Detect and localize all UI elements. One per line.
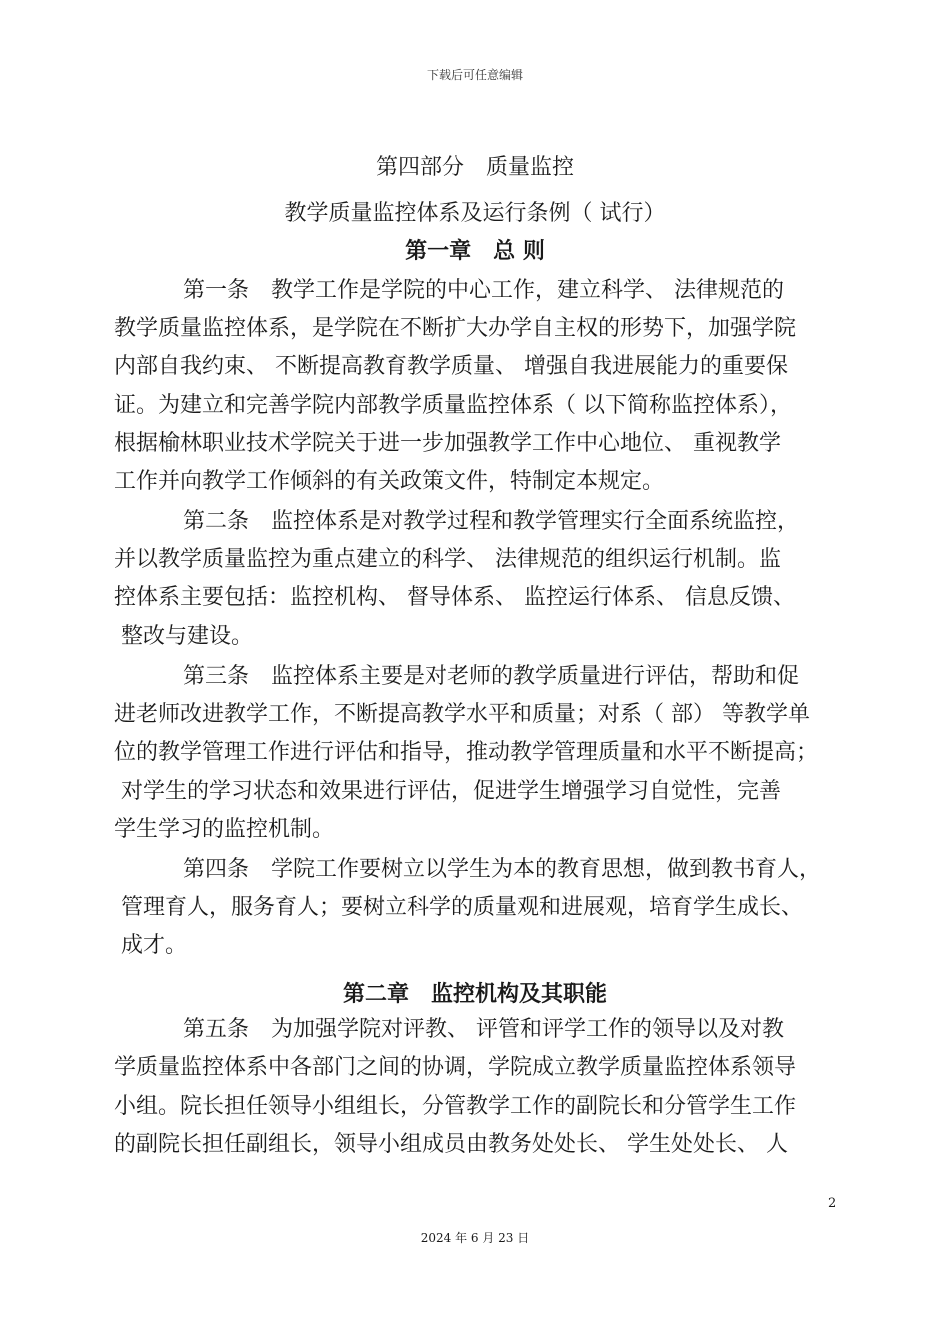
- paragraph-line: 第五条 为加强学院对评教、 评管和评学工作的领导以及对教: [183, 1017, 784, 1042]
- chapter-2-heading: 第二章 监控机构及其职能: [342, 982, 607, 1007]
- paragraph-line: 小组。院长担任领导小组组长，分管教学工作的副院长和分管学生工作: [114, 1094, 797, 1119]
- paragraph-line: 的副院长担任副组长，领导小组成员由教务处处长、 学生处处长、 人: [114, 1132, 788, 1157]
- paragraph-line: 内部自我约束、 不断提高教育教学质量、 增强自我进展能力的重要保: [114, 354, 788, 379]
- paragraph-line: 教学质量监控体系，是学院在不断扩大办学自主权的形势下，加强学院: [114, 316, 797, 341]
- paragraph-line: 根据榆林职业技术学院关于进一步加强教学工作中心地位、 重视教学: [114, 431, 781, 456]
- paragraph-line: 管理育人，服务育人；要树立科学的质量观和进展观，培育学生成长、: [114, 895, 803, 920]
- paragraph-line: 控体系主要包括：监控机构、 督导体系、 监控运行体系、 信息反馈、: [114, 585, 795, 610]
- paragraph-line: 学质量监控体系中各部门之间的协调，学院成立教学质量监控体系领导: [114, 1055, 797, 1080]
- paragraph-line: 工作并向教学工作倾斜的有关政策文件，特制定本规定。: [114, 469, 665, 494]
- footer-date: 2024 年 6 月 23 日: [420, 1231, 530, 1245]
- paragraph-line: 第二条 监控体系是对教学过程和教学管理实行全面系统监控，: [183, 509, 800, 534]
- paragraph-line: 进老师改进教学工作，不断提高教学水平和质量；对系（ 部） 等教学单: [114, 702, 810, 727]
- part-title: 第四部分 质量监控: [375, 155, 574, 180]
- document-title: 教学质量监控体系及运行条例（ 试行）: [284, 201, 666, 226]
- paragraph-line: 位的教学管理工作进行评估和指导，推动教学管理质量和水平不断提高；: [114, 740, 819, 765]
- paragraph-line: 第一条 教学工作是学院的中心工作，建立科学、 法律规范的: [183, 278, 784, 303]
- paragraph-line: 整改与建设。: [114, 624, 253, 649]
- paragraph-line: 第三条 监控体系主要是对老师的教学质量进行评估，帮助和促: [183, 664, 800, 689]
- chapter-1-heading: 第一章 总 则: [405, 239, 545, 264]
- paragraph-line: 证。为建立和完善学院内部教学质量监控体系（ 以下简称监控体系），: [114, 393, 792, 418]
- paragraph-line: 对学生的学习状态和效果进行评估，促进学生增强学习自觉性，完善: [114, 779, 781, 804]
- paragraph-line: 学生学习的监控机制。: [114, 817, 335, 842]
- page-number: 2: [828, 1196, 837, 1211]
- header-note: 下载后可任意编辑: [426, 68, 523, 82]
- paragraph-line: 成才。: [114, 933, 187, 958]
- paragraph-line: 并以教学质量监控为重点建立的科学、 法律规范的组织运行机制。监: [114, 547, 781, 572]
- paragraph-line: 第四条 学院工作要树立以学生为本的教育思想，做到教书育人，: [183, 857, 822, 882]
